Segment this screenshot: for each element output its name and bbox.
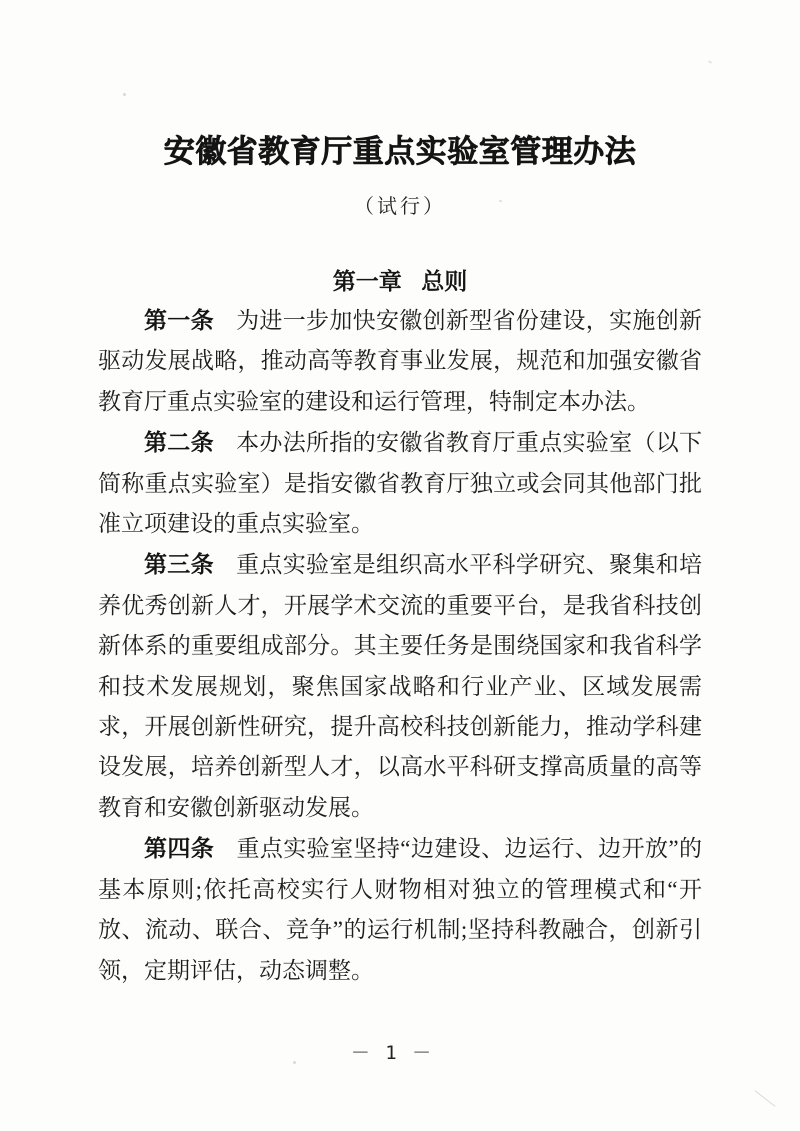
- chapter-name: 总则: [421, 268, 468, 294]
- article-paragraph-4: [98, 828, 702, 991]
- scan-speck: [499, 200, 502, 202]
- scan-scratch: [754, 1090, 775, 1107]
- document-body: [98, 300, 702, 991]
- article-paragraph-3: [98, 544, 702, 828]
- article-label: 第一条: [144, 307, 214, 333]
- article-label: 第四条: [144, 835, 215, 862]
- chapter-heading: [0, 220, 800, 294]
- document-title: 安徽省教育厅重点实验室管理办法: [163, 134, 637, 169]
- article-text: 重点实验室坚持“边建设、边运行、边开放”的基本原则;依托高校实行人财物相对独立的管理模式和“开放、流动、联合、竞争”的运行机制;坚持科教融合，创新引领，定期评估，动态调整。: [98, 836, 702, 983]
- article-label: 第二条: [144, 429, 214, 456]
- article-text: 本办法所指的安徽省教育厅重点实验室（以下简称重点实验室）是指安徽省教育厅独立或会同其他部门批准立项建设的重点实验室。: [98, 430, 703, 537]
- article-text: 重点实验室是组织高水平科学研究、聚集和培养优秀创新人才，开展学术交流的重要平台，是我省科技创新体系的重要组成部分。其主要任务是围绕国家和我省科学和技术发展规划，聚焦国家战略和行业产业、区域发展需求，开展创新性研究，提升高校科技创新能力，推动学科建设发展，培养创新型人才，以高水平科研支撑高质量的高等教育和安徽创新驱动发展。: [98, 552, 703, 820]
- page-number: － 1 －: [350, 1042, 434, 1064]
- chapter-number: 第一章: [332, 268, 402, 294]
- article-paragraph-1: [98, 300, 702, 422]
- document-subtitle: （试行）: [354, 196, 446, 218]
- article-label: 第三条: [144, 551, 214, 578]
- article-paragraph-2: [98, 422, 702, 544]
- scan-speck: [123, 93, 126, 96]
- article-text: 为进一步加快安徽创新型省份建设，实施创新驱动发展战略，推动高等教育事业发展，规范和加强安徽省教育厅重点实验室的建设和运行管理，特制定本办法。: [98, 308, 703, 414]
